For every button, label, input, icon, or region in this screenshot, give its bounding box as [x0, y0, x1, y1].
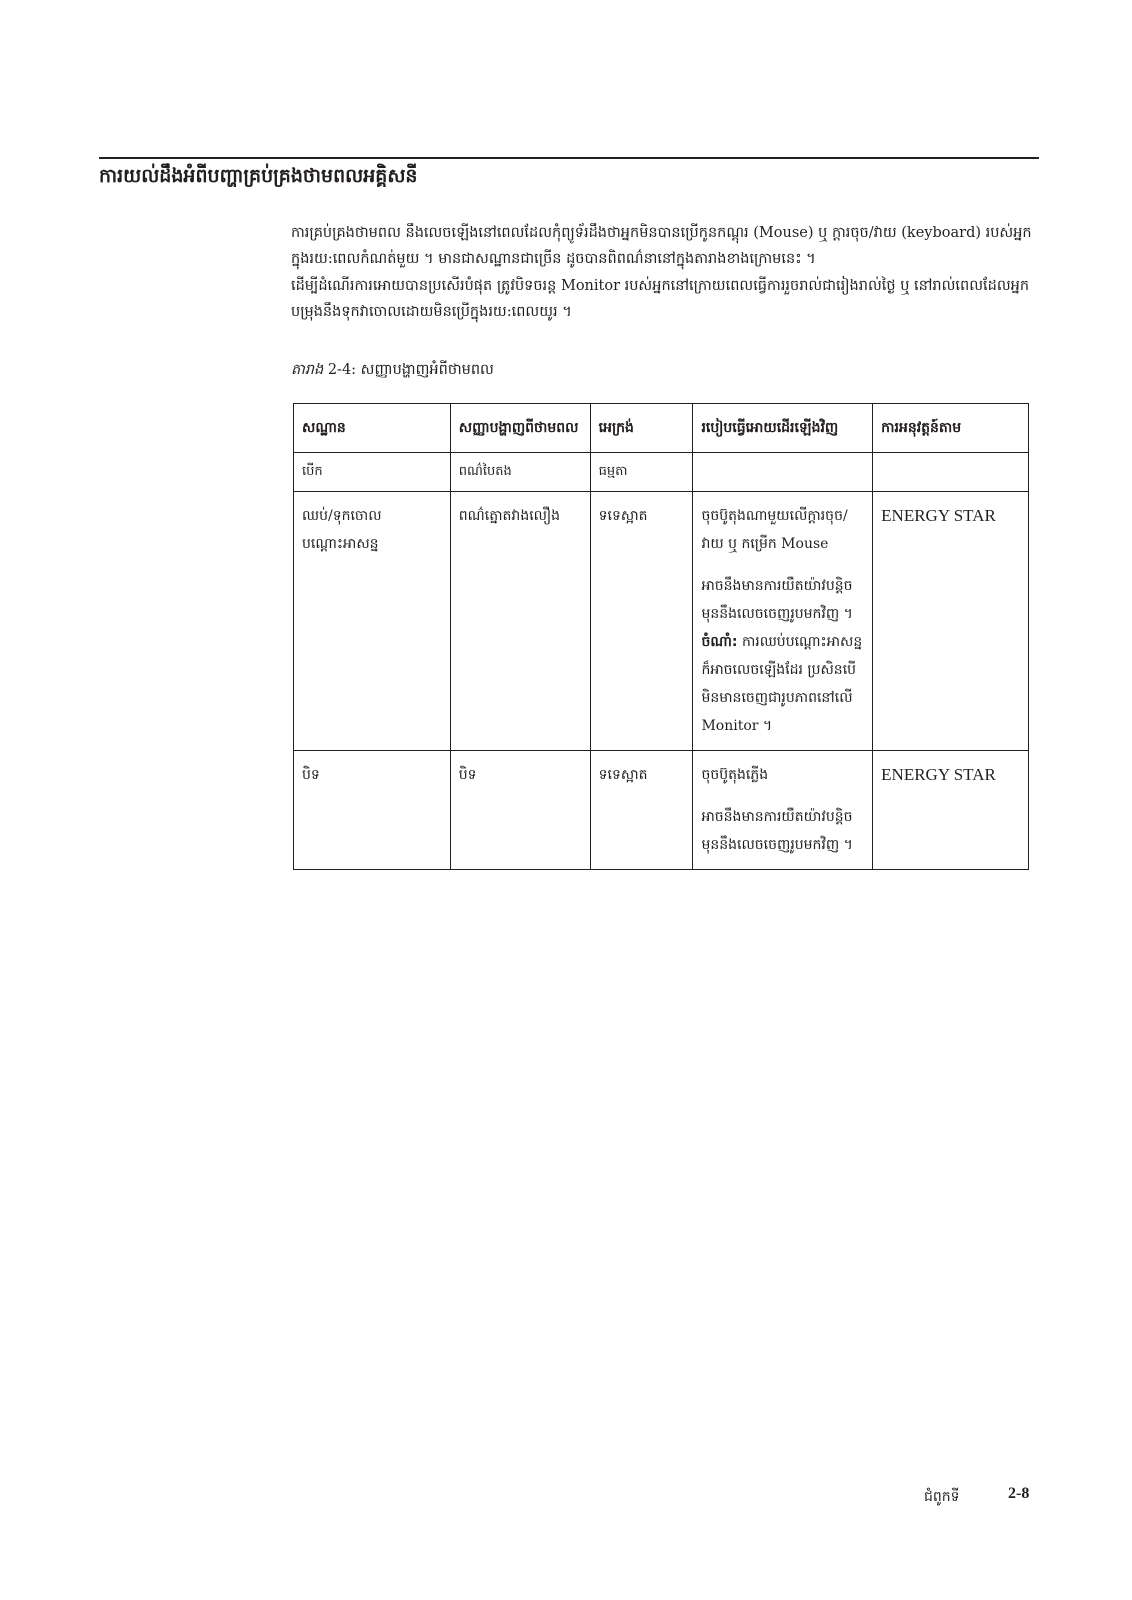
header-state: សណ្ឋាន — [294, 404, 451, 453]
restore-delay-note: អាចនឹងមានការយឺតយ៉ាវបន្តិចមុននឹងលេចចេញរូបមកវិញ ។ — [701, 809, 853, 853]
cell-compliance: ENERGY STAR — [873, 751, 1029, 870]
cell-state: បិទ — [294, 751, 451, 870]
restore-note — [701, 628, 864, 740]
table-caption — [291, 361, 494, 382]
cell-screen: ទទេស្អាត — [590, 492, 693, 751]
note-text: ការឈប់បណ្ដោះអាសន្នក៏អាចលេចឡើងដែរ ប្រសិនបើមិនមានចេញជារូបភាពនៅលើ Monitor ។ — [701, 634, 863, 734]
cell-indicator: បិទ — [450, 751, 590, 870]
intro-paragraph: ការគ្រប់គ្រងថាមពល នឹងលេចឡើងនៅពេលដែលកុំព្យូទ័រដឹងថាអ្នកមិនបានប្រើកូនកណ្ដុរ (Mouse) ឬ ក្ដារចុច/វាយ (keyboard) របស់អ្នក ក្នុងរយ:ពេលកំណត់មួយ ។ មានជាសណ្ឋានជាច្រើន ដូចបានពិពណ៌នានៅក្នុងតារាងខាងក្រោមនេះ ។ — [291, 225, 1032, 267]
power-indicator-table — [293, 403, 1029, 870]
header-screen: អេក្រង់ — [590, 404, 693, 453]
cell-state: បើក — [294, 453, 451, 492]
section-title: ការយល់ដឹងអំពីបញ្ហាគ្រប់គ្រងថាមពលអគ្គិសនី — [99, 165, 418, 187]
note-label: ចំណាំ: — [701, 634, 738, 650]
cell-indicator: ពណ៌បៃតង — [450, 453, 590, 492]
advice-paragraph: ដើម្បីដំណើរការអោយបានប្រសើរបំផុត ត្រូវបិទចរន្ត Monitor របស់អ្នកនៅក្រោយពេលធ្វើការរួចរាល់ជារៀងរាល់ថ្ងៃ ឬ នៅរាល់ពេលដែលអ្នកបម្រុងនឹងទុកវាចោលដោយមិនប្រើក្នុងរយ:ពេលយូរ ។ — [291, 278, 1030, 320]
cell-screen: ទទេស្អាត — [590, 751, 693, 870]
restore-action: ចុចប៊ូតុងភ្លើង — [701, 767, 769, 783]
cell-compliance: ENERGY STAR — [873, 492, 1029, 751]
table-row — [294, 751, 1029, 870]
header-indicator: សញ្ញាបង្ហាញពីថាមពល — [450, 404, 590, 453]
cell-indicator: ពណ៌ត្នោតវាងលឿង — [450, 492, 590, 751]
footer-chapter-label: ជំពូកទី — [924, 1489, 960, 1505]
page-number: 2-8 — [1008, 1485, 1030, 1502]
header-restore: របៀបធ្វើអោយដើរឡើងវិញ — [693, 404, 873, 453]
cell-restore — [693, 751, 873, 870]
restore-action: ចុចប៊ូតុងណាមួយលើក្ដារចុច/វាយ ឬ កម្រើក Mouse — [701, 508, 848, 552]
cell-restore — [693, 453, 873, 492]
header-compliance: ការអនុវត្តន៍តាម — [873, 404, 1029, 453]
table-row — [294, 453, 1029, 492]
cell-state: ឈប់/ទុកចោលបណ្ដោះអាសន្ន — [294, 492, 451, 751]
caption-label: តារាង — [291, 362, 324, 378]
section-rule — [99, 157, 1039, 159]
table-header-row — [294, 404, 1029, 453]
caption-text: 2-4: សញ្ញាបង្ហាញអំពីថាមពល — [327, 362, 494, 378]
cell-restore — [693, 492, 873, 751]
cell-screen: ធម្មតា — [590, 453, 693, 492]
cell-compliance — [873, 453, 1029, 492]
restore-delay-note: អាចនឹងមានការយឺតយ៉ាវបន្តិចមុននឹងលេចចេញរូបមកវិញ ។ — [701, 578, 853, 622]
table-row — [294, 492, 1029, 751]
